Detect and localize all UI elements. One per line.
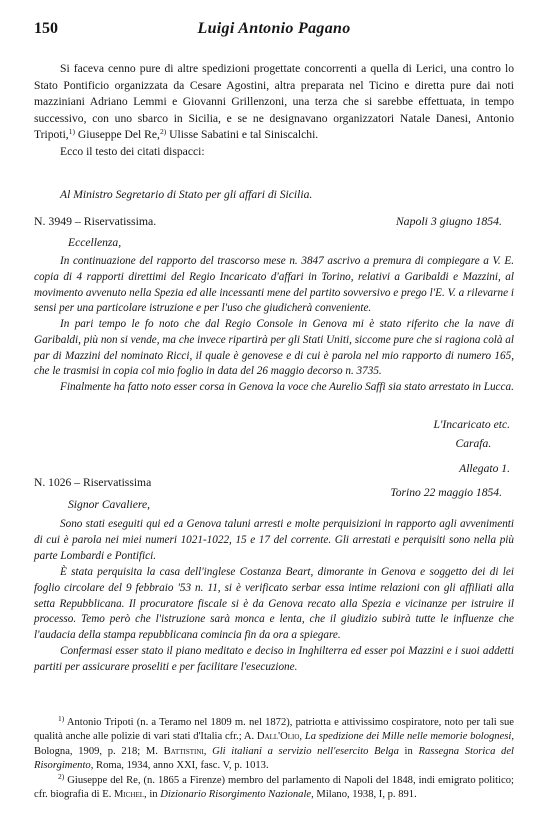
dispatch-2-body xyxy=(34,517,514,676)
page-number: 150 xyxy=(34,20,58,37)
dispatch-1-header xyxy=(34,214,514,232)
footnote-1-author: Battistini xyxy=(163,745,204,757)
dispatch-2-header xyxy=(34,476,514,499)
footnote-1 xyxy=(34,716,514,774)
signature-name: Carafa. xyxy=(455,437,492,450)
footnote-2-text: , Milano, 1938, I, p. 891. xyxy=(311,789,417,801)
footnote-2-author: Michel xyxy=(114,789,145,801)
footnote-ref-1: 1) xyxy=(68,127,75,137)
attachment-label: Allegato 1. xyxy=(459,462,510,475)
intro-paragraph-1 xyxy=(34,61,514,144)
footnote-2-text: , in xyxy=(144,789,161,801)
dispatch-2-salutation: Signor Cavaliere, xyxy=(68,498,151,511)
footnote-2-mark: 2) xyxy=(58,771,65,781)
dispatch-1-paragraph: In pari tempo le fo noto che dal Regio Console in Genova mi è stato riferito che la nave di Garibaldi, più non si vende, ma che invece ripartirà per gli Stati Uniti, siccome pure che si ragiona colà al par di Mazzini del nominato Ricci, il quale è genovese e di cui è parola nel mio rapporto di numero 165, che le trasmisi in copia col mio foglio in data del 26 maggio decorso n. 3735. xyxy=(34,318,514,378)
dispatch-1-body xyxy=(34,254,514,396)
footnote-1-text: , Bologna, 1909, p. 218; M. xyxy=(34,731,515,757)
dispatch-2-paragraph: È stata perquisita la casa dell'inglese Costanza Beart, dimorante in Genova e soggetto dei di lei foglio circolare del 9 febbraio '53 n. 11, si è verificato serbar essa intime relazioni con gli affiliati alla setta Repubblicana. Il procuratore fiscale si è da Genova recato alla Spezia e vicinanze per istruire il processo. Temo però che l'istruzione sarà monca e lenta, che il giudizio subirà tutte le influenze che l'audacia della stampa repubblicana comincia fin da ora a spiegare. xyxy=(34,565,514,642)
dispatch-1-signature xyxy=(433,415,510,453)
footnote-1-text: , xyxy=(299,731,305,743)
dispatch-2-number: N. 1026 – Riservatissima xyxy=(34,476,152,489)
dispatch-addressee: Al Ministro Segretario di Stato per gli affari di Sicilia. xyxy=(60,188,313,201)
footnotes xyxy=(34,716,514,802)
dispatch-2-place-date: Torino 22 maggio 1854. xyxy=(390,486,502,499)
intro-paragraph-2: Ecco il testo dei citati dispacci: xyxy=(60,144,205,158)
footnote-1-title: La spedizione dei Mille nelle memorie bolognesi xyxy=(304,731,512,743)
footnote-1-text: in xyxy=(398,745,419,757)
dispatch-1-paragraph: Finalmente ha fatto noto esser corsa in Genova la voce che Aurelio Saffi sia stato arrestato in Lucca. xyxy=(60,381,514,393)
footnote-2-text: Giuseppe del Re, (n. 1865 a Firenze) membro del parlamento di Napoli del 1848, indi emigrato politico; cfr. biografia di E. xyxy=(34,774,514,801)
running-title: Luigi Antonio Pagano xyxy=(197,20,351,37)
intro-p1-text-b: Giuseppe Del Re, xyxy=(74,128,160,142)
footnote-ref-2: 2) xyxy=(159,127,167,137)
footnote-1-text: , Roma, 1934, anno XXI, fasc. V, p. 1013. xyxy=(90,760,269,772)
dispatch-2-paragraph: Confermasi esser stato il piano meditato e deciso in Inghilterra ed esser poi Mazzini e i suoi addetti partiti per assicurare proseliti e per facilitare l'esecuzione. xyxy=(34,645,514,674)
footnote-1-text: , xyxy=(203,745,213,757)
footnote-1-mark: 1) xyxy=(58,714,65,723)
intro-p1-text-a: Si faceva cenno pure di altre spedizioni progettate concorrenti a quella di Lerici, una contro lo Stato Pontificio organizzata da Cesare Agostini, altra preparata nel Ticino e diretta pure dai noti mazziniani Adriano Lemmi e Giovanni Grillenzoni, una terza che si sarebbe effettuata, in tempo successivo, con uno sbarco in Sicilia, e se ne designavano organizzatori Natale Danesi, Antonio Tripoti, xyxy=(34,62,514,142)
signature-role: L'Incaricato etc. xyxy=(433,418,510,431)
dispatch-1-number: N. 3949 – Riservatissima. xyxy=(34,214,157,228)
dispatch-2-paragraph: Sono stati eseguiti qui ed a Genova taluni arresti e molte perquisizioni in rapporto agli avvenimenti di cui è parola nei miei numeri 1021-1022, 15 e 17 del corrente. Gli arrestati e perquisiti sono nella più parte Lombardi e Pontifici. xyxy=(34,518,514,562)
footnote-1-author: Dall'Olio xyxy=(256,731,300,743)
intro-text xyxy=(34,61,514,161)
dispatch-1-salutation: Eccellenza, xyxy=(68,236,122,249)
page-header xyxy=(34,20,514,40)
intro-p1-text-c: Ulisse Sabatini e tal Siniscalchi. xyxy=(166,128,319,142)
dispatch-1-place-date: Napoli 3 giugno 1854. xyxy=(395,214,502,228)
footnote-2 xyxy=(34,771,514,803)
footnote-1-title: Rassegna Storica del Risorgimento xyxy=(34,745,514,772)
footnote-1-text: Antonio Tripoti (n. a Teramo nel 1809 m. nel 1872), patriotta e attivissimo cospiratore, noto per tali sue qualità anche alle polizie di vari stati d'Italia cfr.; A. xyxy=(34,717,514,743)
footnote-2-title: Dizionario Risorgimento Nazionale xyxy=(160,789,312,801)
dispatch-1-paragraph: In continuazione del rapporto del trascorso mese n. 3847 ascrivo a premura di compiegare a V. E. copia di 4 rapporti direttimi del Regio Incaricato d'affari in Torino, relativi a Garibaldi e Mazzini, al movimento avvenuto nella Spezia ed alle incessanti mene del partito sovversivo e prego l'E. V. a rilevarne i sensi per una particolare istruzione e per l'uso che giudicherà conveniente. xyxy=(34,255,514,315)
footnote-1-title: Gli italiani a servizio nell'esercito Belga xyxy=(212,745,399,757)
